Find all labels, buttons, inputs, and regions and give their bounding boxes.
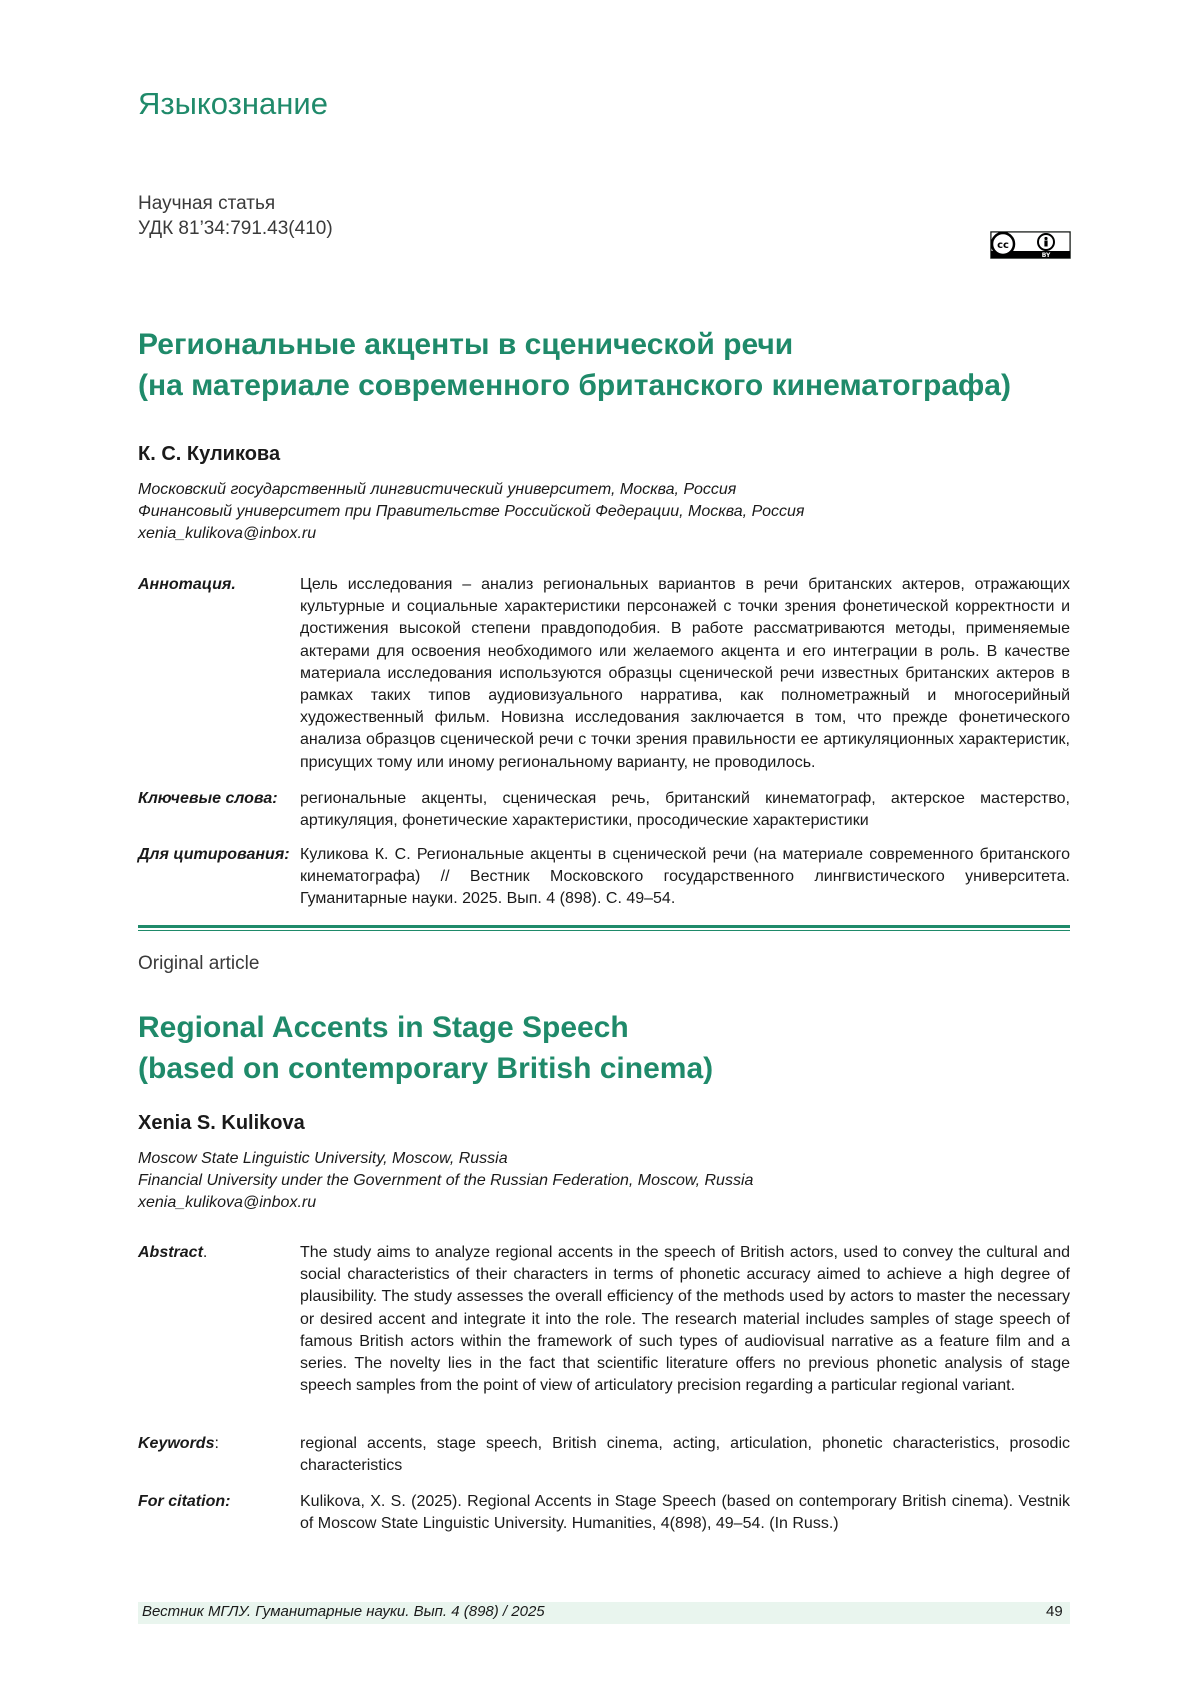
page-number: 49: [1046, 1603, 1063, 1620]
title-ru-line2: (на материале современного британского кинематографа): [138, 365, 1011, 406]
title-ru-line1: Региональные акценты в сценической речи: [138, 324, 793, 365]
citation-en-label: For citation:: [138, 1491, 298, 1513]
abstract-ru-text: Цель исследования – анализ региональных вариантов в речи британских актеров, отражающих культурные и социальные характеристики персонажей с точки зрения фонетической корректности и достижения высокой степени правдоподобия. В работе рассматриваются методы, применяемые актерами для освоения необходимого или желаемого акцента и его интеграции в роль. В качестве материала исследования используются образцы сценической речи известных британских актеров в рамках таких типов аудиовизуального нарратива, как полнометражный и многосерийный художественный фильм. Новизна исследования заключается в том, что прежде фонетического анализа образцов сценической речи с точки зрения правильности ее артикуляционных характеристик, присущих тому или иному региональному варианту, не проводилось.: [300, 574, 1070, 774]
keywords-en-text: regional accents, stage speech, British cinema, acting, articulation, phonetic characteristics, prosodic characteristics: [300, 1433, 1070, 1477]
email-en[interactable]: xenia_kulikova@inbox.ru: [138, 1192, 316, 1214]
keywords-ru-text: региональные акценты, сценическая речь, британский кинематограф, актерское мастерство, артикуляция, фонетические характеристики, просодические характеристики: [300, 788, 1070, 832]
article-type: Научная статья: [138, 193, 275, 215]
citation-ru-text: Куликова К. С. Региональные акценты в сценической речи (на материале современного британского кинематографа) // Вестник Московского государственного лингвистического университета. Гуманитарные науки. 2025. Вып. 4 (898). С. 49–54.: [300, 844, 1070, 911]
author-ru: К. С. Куликова: [138, 443, 280, 466]
abstract-ru-label: Аннотация.: [138, 574, 298, 596]
keywords-en-label: Keywords:: [138, 1433, 298, 1455]
cc-by-icon[interactable]: [990, 231, 1071, 259]
title-en-line1: Regional Accents in Stage Speech: [138, 1007, 629, 1048]
keywords-ru-label: Ключевые слова:: [138, 788, 298, 810]
author-en: Xenia S. Kulikova: [138, 1112, 305, 1135]
email-ru[interactable]: xenia_kulikova@inbox.ru: [138, 523, 316, 545]
by-label: BY: [1042, 252, 1051, 259]
udc-code: УДК 81’34:791.43(410): [138, 218, 333, 240]
article-type-en: Original article: [138, 953, 259, 975]
section-heading: Языкознание: [138, 86, 328, 122]
affiliation-ru-1: Московский государственный лингвистический университет, Москва, Россия: [138, 479, 736, 501]
citation-en-text: Kulikova, X. S. (2025). Regional Accents in Stage Speech (based on contemporary British cinema). Vestnik of Moscow State Linguistic University. Humanities, 4(898), 49–54. (In Russ.): [300, 1491, 1070, 1535]
citation-ru-label: Для цитирования:: [138, 844, 298, 866]
title-en-line2: (based on contemporary British cinema): [138, 1048, 713, 1089]
abstract-en-label: Abstract.: [138, 1242, 298, 1264]
divider-thick: [138, 925, 1070, 928]
affiliation-en-2: Financial University under the Government of the Russian Federation, Moscow, Russia: [138, 1170, 753, 1192]
cc-label: cc: [997, 240, 1009, 251]
footer-journal: Вестник МГЛУ. Гуманитарные науки. Вып. 4 (898) / 2025: [142, 1603, 545, 1620]
divider-thin: [138, 930, 1070, 931]
affiliation-en-1: Moscow State Linguistic University, Moscow, Russia: [138, 1148, 508, 1170]
abstract-en-text: The study aims to analyze regional accents in the speech of British actors, used to convey the cultural and social characteristics of their characters in terms of phonetic accuracy aimed to achieve a high degree of plausibility. The study assesses the overall efficiency of the methods used by actors to master the necessary or desired accent and integrate it into the role. The research material includes samples of stage speech of famous British actors within the framework of such types of audiovisual narrative as a feature film and a series. The novelty lies in the fact that scientific literature offers no previous phonetic analysis of stage speech samples from the point of view of articulatory precision regarding a particular regional variant.: [300, 1242, 1070, 1397]
affiliation-ru-2: Финансовый университет при Правительстве Российской Федерации, Москва, Россия: [138, 501, 804, 523]
